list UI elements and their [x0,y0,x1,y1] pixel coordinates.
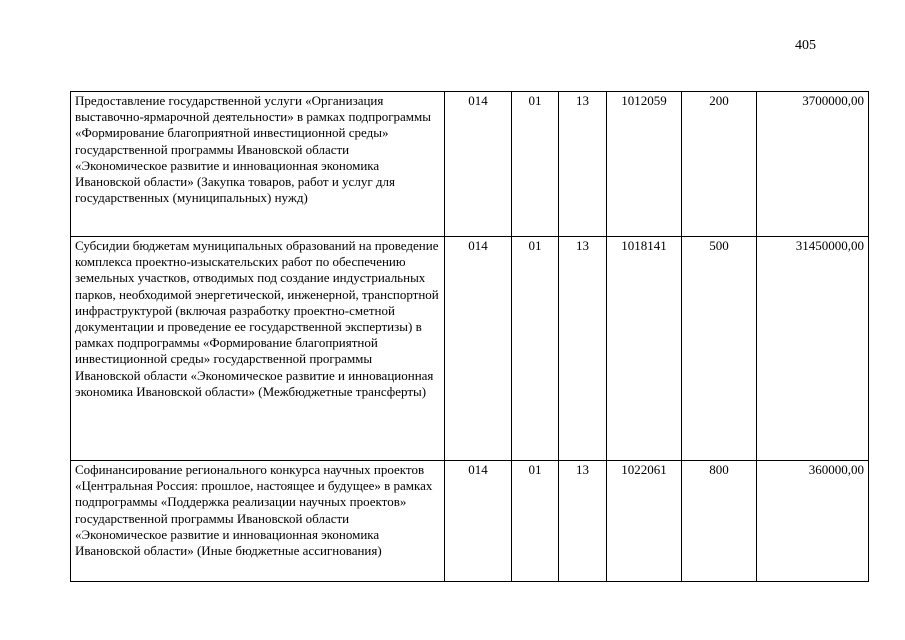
row-description: Софинансирование регионального конкурса научных проектов «Центральная Россия: прошлое, настоящее и будущее» в рамках подпрограммы «Поддержка реализации научных проектов» государственной программы Ивановской области «Экономическое развитие и инновационная экономика Ивановской области» (Иные бюджетные ассигнования) [71,461,445,582]
expense-type-code: 800 [682,461,757,582]
table-row [71,461,869,582]
section-code: 01 [512,461,559,582]
expense-type-code: 500 [682,237,757,461]
target-article-code: 1018141 [607,237,682,461]
subsection-code: 13 [559,461,607,582]
section-code: 01 [512,237,559,461]
target-article-code: 1012059 [607,92,682,237]
target-article-code: 1022061 [607,461,682,582]
subsection-code: 13 [559,92,607,237]
table-row [71,237,869,461]
ministry-code: 014 [445,92,512,237]
ministry-code: 014 [445,237,512,461]
section-code: 01 [512,92,559,237]
page-number: 405 [795,38,816,53]
row-description: Предоставление государственной услуги «Организация выставочно-ярмарочной деятельности» в рамках подпрограммы «Формирование благоприятной инвестиционной среды» государственной программы Ивановской области «Экономическое развитие и инновационная экономика Ивановской области» (Закупка товаров, работ и услуг для государственных (муниципальных) нужд) [71,92,445,237]
expense-type-code: 200 [682,92,757,237]
row-description: Субсидии бюджетам муниципальных образований на проведение комплекса проектно-изыскательских работ по обеспечению земельных участков, отводимых под создание индустриальных парков, необходимой энергетической, инженерной, транспортной инфраструктурой (включая разработку проектно-сметной документации и проведение ее государственной экспертизы) в рамках подпрограммы «Формирование благоприятной инвестиционной среды» государственной программы Ивановской области «Экономическое развитие и инновационная экономика Ивановской области» (Межбюджетные трансферты) [71,237,445,461]
amount: 3700000,00 [757,92,869,237]
subsection-code: 13 [559,237,607,461]
amount: 360000,00 [757,461,869,582]
ministry-code: 014 [445,461,512,582]
budget-table [70,91,869,582]
amount: 31450000,00 [757,237,869,461]
table-row [71,92,869,237]
